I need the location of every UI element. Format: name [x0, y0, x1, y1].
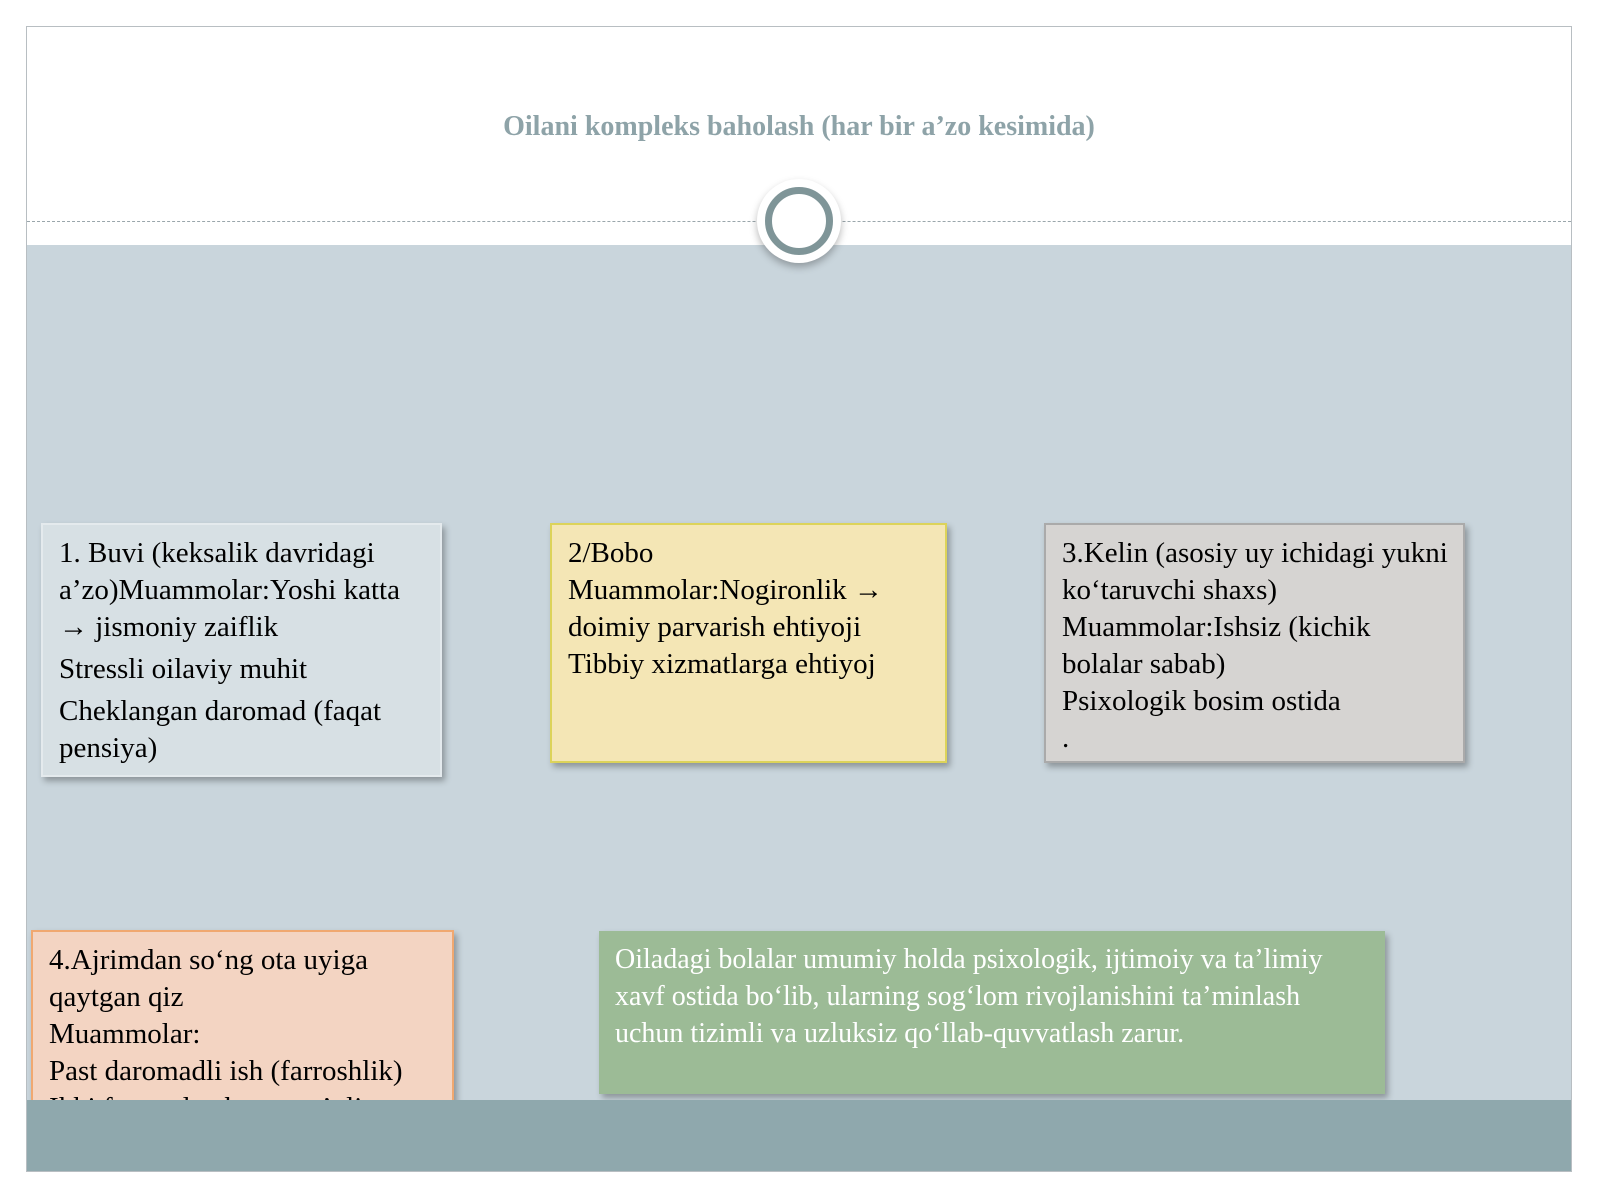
content-panel — [27, 245, 1571, 1100]
conclusion-card — [599, 931, 1385, 1094]
card-grandfather-problem: Tibbiy xizmatlarga ehtiyoj — [568, 648, 876, 680]
footer-band — [27, 1100, 1571, 1172]
circle-ornament-icon — [757, 179, 841, 263]
slide — [26, 26, 1572, 1172]
card-daughter-heading: 4.Ajrimdan so‘ng ota uyiga qaytgan qiz — [49, 944, 368, 1013]
card-daughter-in-law-problem: . — [1062, 722, 1070, 754]
conclusion-text: Oiladagi bolalar umumiy holda psixologik, ijtimoiy va ta’limiy xavf ostida bo‘lib, ularning sog‘lom rivojlanishini ta’minlash uchun tizimli va uzluksiz qo‘llab-quvvatlash zarur. — [615, 944, 1323, 1049]
card-grandfather-problem: Muammolar:Nogironlik → doimiy parvarish ehtiyoji — [568, 574, 883, 643]
card-grandmother-problem: Stressli oilaviy muhit — [59, 653, 308, 685]
card-grandfather-heading: 2/Bobo — [568, 537, 654, 569]
card-daughter-in-law-problem: Psixologik bosim ostida — [1062, 685, 1341, 717]
card-daughter-in-law — [1044, 523, 1465, 763]
circle-ornament-inner — [765, 187, 833, 255]
card-grandmother-heading: 1. Buvi (keksalik davridagi a’zo)Muammolar:Yoshi katta → jismoniy zaiflik — [59, 537, 400, 643]
card-daughter-in-law-heading: 3.Kelin (asosiy uy ichidagi yukni ko‘taruvchi shaxs) — [1062, 537, 1448, 606]
card-grandmother-problem: Cheklangan daromad (faqat pensiya) — [59, 695, 382, 764]
card-daughter-problem: Past daromadli ish (farroshlik) — [49, 1055, 403, 1087]
card-grandmother — [41, 523, 442, 777]
card-daughter-in-law-problem: Muammolar:Ishsiz (kichik bolalar sabab) — [1062, 611, 1371, 680]
card-daughter-subheading: Muammolar: — [49, 1018, 201, 1050]
card-grandfather — [550, 523, 947, 763]
slide-title: Oilani kompleks baholash (har bir a’zo kesimida) — [503, 111, 1095, 142]
